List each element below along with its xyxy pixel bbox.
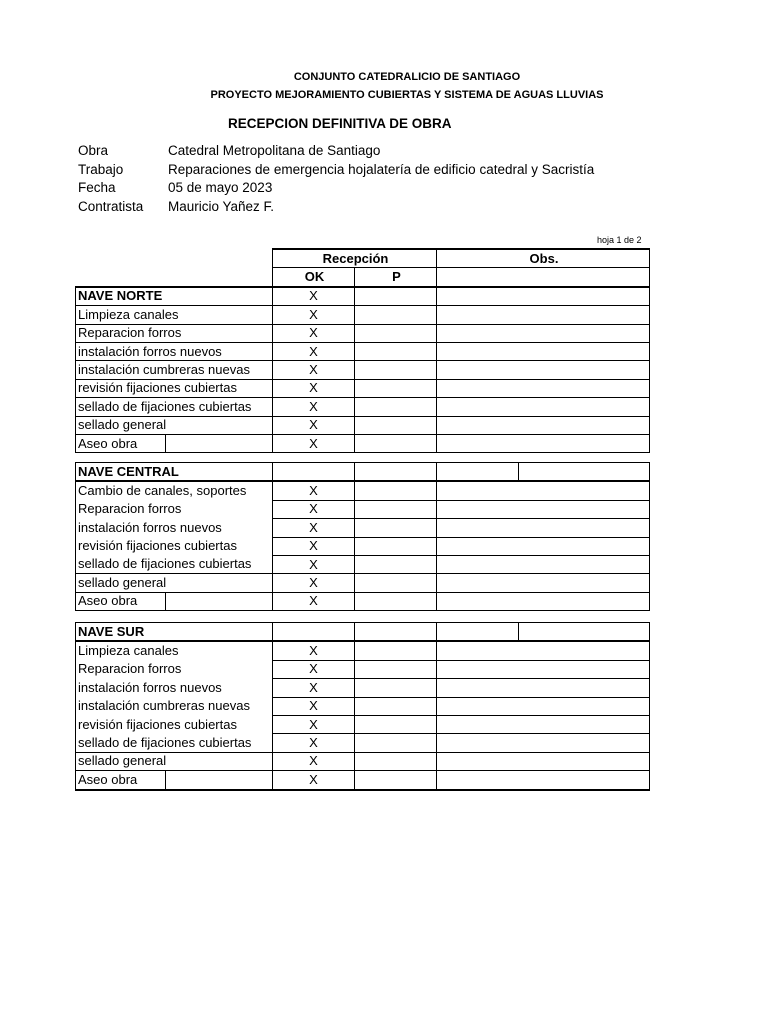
- item-label: revisión fijaciones cubiertas: [76, 715, 273, 733]
- ok-mark: X: [273, 537, 355, 555]
- item-label: instalación cumbreras nuevas: [76, 361, 273, 379]
- item-label: Reparacion forros: [76, 500, 273, 518]
- ok-mark: X: [273, 416, 355, 434]
- info-key: Contratista: [78, 198, 144, 214]
- ok-mark: X: [273, 519, 355, 537]
- item-label: sellado general: [76, 752, 273, 770]
- info-row-fecha: [78, 179, 594, 198]
- ok-mark: X: [273, 771, 355, 790]
- ok-mark: X: [273, 752, 355, 770]
- item-label: Reparacion forros: [76, 324, 273, 342]
- info-row-trabajo: [78, 161, 594, 180]
- table-row: [76, 379, 650, 397]
- ok-mark: X: [273, 697, 355, 715]
- table-row: [76, 500, 650, 518]
- ok-mark: X: [273, 500, 355, 518]
- section-row: [76, 623, 650, 642]
- item-label: instalación forros nuevos: [76, 679, 273, 697]
- section-title: NAVE CENTRAL: [76, 463, 273, 482]
- table-row: [76, 715, 650, 733]
- table-row: [76, 697, 650, 715]
- info-value: 05 de mayo 2023: [168, 180, 273, 195]
- ok-mark: X: [273, 287, 355, 306]
- table-row: [76, 679, 650, 697]
- ok-mark: X: [273, 481, 355, 500]
- section-row: [76, 463, 650, 482]
- info-row-contratista: [78, 198, 594, 217]
- table-row: [76, 592, 650, 610]
- document-title: RECEPCION DEFINITIVA DE OBRA: [228, 116, 452, 131]
- item-label: Limpieza canales: [76, 306, 273, 324]
- ok-mark: X: [273, 324, 355, 342]
- col-p: P: [355, 268, 437, 287]
- item-label: revisión fijaciones cubiertas: [76, 379, 273, 397]
- item-label: revisión fijaciones cubiertas: [76, 537, 273, 555]
- ok-mark: X: [273, 361, 355, 379]
- table-row: [76, 361, 650, 379]
- ok-mark: X: [273, 592, 355, 610]
- item-label: instalación forros nuevos: [76, 519, 273, 537]
- section-row: [76, 287, 650, 306]
- item-label: sellado general: [76, 416, 273, 434]
- ok-mark: X: [273, 641, 355, 660]
- table-row: [76, 660, 650, 678]
- ok-mark: X: [273, 398, 355, 416]
- ok-mark: X: [273, 306, 355, 324]
- header-line-1: CONJUNTO CATEDRALICIO DE SANTIAGO: [293, 71, 521, 83]
- item-label: Aseo obra: [76, 771, 166, 790]
- item-label: instalación cumbreras nuevas: [76, 697, 273, 715]
- ok-mark: X: [273, 379, 355, 397]
- item-label: Reparacion forros: [76, 660, 273, 678]
- info-value: Mauricio Yañez F.: [168, 198, 275, 214]
- item-label: Aseo obra: [76, 592, 166, 610]
- info-key: Trabajo: [78, 161, 124, 177]
- table-row: [76, 574, 650, 592]
- col-ok: OK: [273, 268, 355, 287]
- section-title: NAVE SUR: [76, 623, 273, 642]
- table-nave-central: [75, 462, 650, 611]
- info-value: Catedral Metropolitana de Santiago: [168, 143, 381, 158]
- table-row: [76, 752, 650, 770]
- ok-mark: X: [273, 734, 355, 752]
- table-row: [76, 771, 650, 790]
- item-label: sellado de fijaciones cubiertas: [76, 398, 273, 416]
- col-recepcion: Recepción: [273, 249, 437, 268]
- info-key: Fecha: [78, 180, 116, 195]
- table-row: [76, 324, 650, 342]
- info-key: Obra: [78, 143, 109, 158]
- item-label: Aseo obra: [76, 434, 166, 452]
- table-row: [76, 519, 650, 537]
- item-label: sellado de fijaciones cubiertas: [76, 555, 273, 573]
- info-row-obra: [78, 142, 594, 161]
- table-row: [76, 416, 650, 434]
- col-obs: Obs.: [437, 249, 650, 268]
- table-row: [76, 342, 650, 360]
- item-label: instalación forros nuevos: [76, 342, 273, 360]
- table-row: [76, 537, 650, 555]
- table-nave-sur: [75, 622, 650, 791]
- ok-mark: X: [273, 342, 355, 360]
- item-label: Cambio de canales, soportes: [76, 481, 273, 500]
- page-label: hoja 1 de 2: [597, 235, 642, 245]
- ok-mark: X: [273, 574, 355, 592]
- item-label: sellado general: [76, 574, 273, 592]
- ok-mark: X: [273, 434, 355, 452]
- table-row: [76, 434, 650, 452]
- item-label: Limpieza canales: [76, 641, 273, 660]
- ok-mark: X: [273, 679, 355, 697]
- table-row: [76, 481, 650, 500]
- table-row: [76, 306, 650, 324]
- ok-mark: X: [273, 715, 355, 733]
- table-row: [76, 641, 650, 660]
- table-row: [76, 734, 650, 752]
- ok-mark: X: [273, 660, 355, 678]
- info-value: Reparaciones de emergencia hojalatería de edificio catedral y Sacristía: [168, 161, 595, 177]
- info-block: [78, 142, 594, 216]
- table-row: [76, 398, 650, 416]
- section-title: NAVE NORTE: [76, 287, 273, 306]
- table-row: [76, 555, 650, 573]
- header-line-2: PROYECTO MEJORAMIENTO CUBIERTAS Y SISTEMA DE AGUAS LLUVIAS: [210, 89, 604, 101]
- item-label: sellado de fijaciones cubiertas: [76, 734, 273, 752]
- ok-mark: X: [273, 555, 355, 573]
- table-nave-norte: [75, 248, 650, 453]
